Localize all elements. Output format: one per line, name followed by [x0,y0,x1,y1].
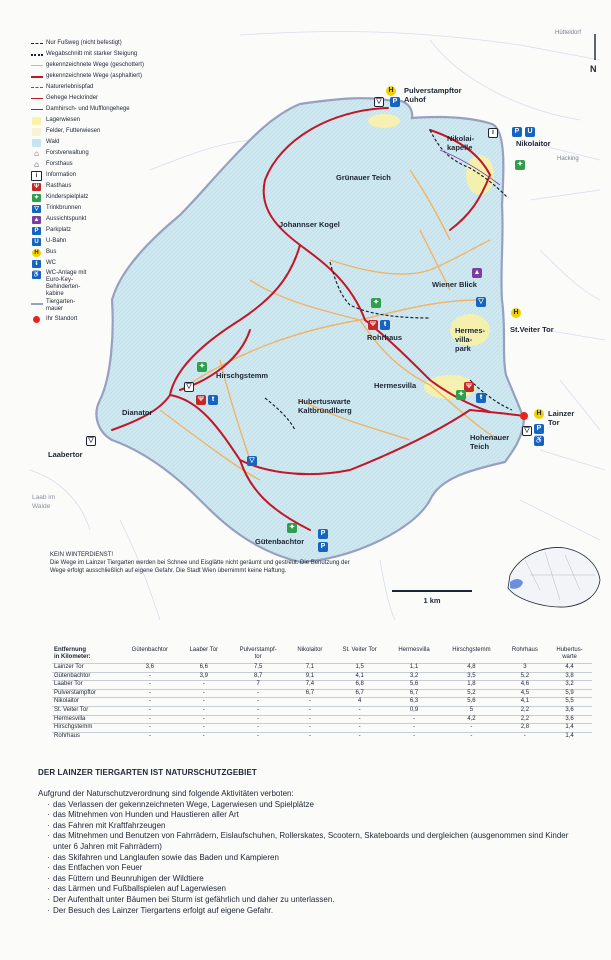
distance-cell: - [440,724,503,733]
viewpoint-icon: ▲ [33,216,40,223]
distance-cell: 4,4 [547,664,592,673]
legend-item-label: Naturerlebnispfad [46,84,94,90]
wall-icon [30,299,43,308]
distance-cell: 3,2 [547,681,592,690]
distance-cell: 5,9 [547,689,592,698]
place-label-dianator: Dianator [122,408,153,417]
legend-item-label: Aussichtspunkt [46,216,87,222]
legend-item [30,270,150,298]
rules-intro: Aufgrund der Naturschutzverordnung sind folgende Aktivitäten verboten: [38,789,294,798]
table-row [52,689,592,698]
distance-cell: - [120,672,180,681]
legend-item-label: U-Bahn [46,238,67,244]
table-row [52,724,592,733]
rule-item: · das Lärmen und Fußballspielen auf Lagerwiesen [47,884,578,895]
legend-item [30,299,150,313]
place-label-wiener-blick: Wiener Blick [432,280,477,289]
winter-notice-title: KEIN WINTERDIENST! [50,552,114,558]
distance-cell: - [180,698,228,707]
distance-cell: - [288,724,331,733]
place-label-hohenauer-teich: Hohenauer Teich [470,433,510,451]
drinking-fountain-icon: ▽ [374,97,384,107]
legend-item [30,214,150,225]
distance-cell: - [120,698,180,707]
legend-item-label: Felder, Futterwiesen [46,128,101,134]
legend-item-label: Kinderspielplatz [46,194,89,200]
place-label-laabertor: Laabertor [48,450,83,459]
distance-cell: 5,6 [388,681,440,690]
distance-column-header: Nikolaitor [297,647,323,653]
forest-icon [30,138,43,147]
bus-icon: H [511,308,521,318]
distance-cell: - [228,706,289,715]
legend-item [30,115,150,126]
you-are-here-marker [520,412,528,420]
wc-icon: ŧ [208,395,218,405]
restaurant-icon: Ψ [196,395,206,405]
distance-row-label: Hermesvilla [52,715,120,724]
distance-cell: - [120,689,180,698]
rules-section [38,768,578,916]
distance-cell: - [331,732,388,740]
distance-column-header: St. Veiter Tor [342,647,377,653]
table-row [52,732,592,740]
distance-cell: 4,8 [440,664,503,673]
distance-cell: 6,6 [180,664,228,673]
distance-cell: 7,1 [288,664,331,673]
distance-row-label: Lainzer Tor [52,664,120,673]
distance-cell: 6,7 [388,689,440,698]
playground-icon: ✦ [287,523,297,533]
place-label-laab-im-walde: Laab im Walde [32,494,56,510]
bus-icon: H [534,409,544,419]
place-label-hermesvilla: Hermesvilla [374,381,417,390]
distance-cell: - [331,715,388,724]
distance-column-header: Hermesvilla [398,647,430,653]
table-row [52,664,592,673]
footpath-line-icon [30,39,43,48]
subway-icon: U [525,127,535,137]
distance-cell: 4 [331,698,388,707]
drinking-fountain-icon: ▽ [476,297,486,307]
distance-column-header: Laaber Tor [189,647,219,653]
legend-item-label: Gehege Heckrinder [46,95,99,101]
distance-cell: 4,2 [440,715,503,724]
distance-cell: - [228,698,289,707]
distance-cell: - [120,681,180,690]
nature-trail-icon [30,83,43,92]
place-label-nikolaikapelle: Nikolai- kapelle [447,134,475,152]
meadow-icon [30,116,43,125]
distance-cell: - [180,715,228,724]
distance-cell: - [503,732,547,740]
legend-item [30,236,150,247]
legend-item [30,137,150,148]
distance-row-label: Rohrhaus [52,732,120,740]
restaurant-icon: Ψ [30,182,43,191]
place-label-huetteldorf: Hütteldorf [555,30,582,36]
vienna-locator-map [508,547,600,607]
distance-cell: - [288,706,331,715]
legend-item-label: Bus [46,249,57,255]
parking-icon: P [318,542,328,552]
legend-item-label: Information [46,172,77,178]
distance-column-header: Gütenbachtor [131,647,169,653]
playground-icon: ✦ [371,298,381,308]
distance-cell: - [228,715,289,724]
distance-cell: - [331,724,388,733]
distance-row-label: Laaber Tor [52,681,120,690]
drinking-fountain-icon: ▽ [86,436,96,446]
rule-item: · das Füttern und Beunruhigen der Wildtiere [47,874,578,885]
north-label: N [590,64,597,74]
legend-item-label: WC-Anlage mit Euro-Key- Behinderten- kabine [46,270,87,297]
distance-cell: - [288,715,331,724]
distance-cell: - [228,724,289,733]
parking-icon: P [534,424,544,434]
distance-cell: - [120,706,180,715]
place-label-hubertuswarte: Hubertuswarte Kaltbründlberg [298,397,352,415]
restaurant-icon: Ψ [368,320,378,330]
legend-item [30,126,150,137]
distance-cell: - [120,732,180,740]
rule-item: · Der Aufenthalt unter Bäumen bei Sturm ist gefährlich und daher zu unterlassen. [47,895,578,906]
legend-item-label: Forsthaus [46,161,73,167]
place-label-gruenauer-teich: Grünauer Teich [336,173,391,182]
winter-notice [50,551,350,575]
distance-cell: 7,5 [228,664,289,673]
distance-cell: - [120,715,180,724]
legend-item [30,71,150,82]
scale-bar-label: 1 km [423,596,441,605]
legend-item-label: Forstverwaltung [46,150,89,156]
legend-item [30,104,150,115]
rule-item: · das Fahren mit Kraftfahrzeugen [47,821,578,832]
rule-item: · Der Besuch des Lainzer Tiergartens erfolgt auf eigene Gefahr. [47,906,578,917]
distance-cell: - [120,724,180,733]
legend-item [30,203,150,214]
distance-cell: 5,2 [440,689,503,698]
wc-icon: ŧ [476,393,486,403]
distance-cell: 3,9 [180,672,228,681]
distance-cell: 9,1 [288,672,331,681]
legend-item-label: Trinkbrunnen [46,205,82,211]
forest-admin-icon: ⌂ [34,149,39,158]
you-are-here-icon [30,315,43,324]
restaurant-icon: Ψ [464,382,474,392]
distance-cell: 2,8 [503,724,547,733]
distance-table-body [52,664,592,741]
place-label-hermesvillapark: Hermes- villa- park [455,326,486,353]
distance-cell: 7 [228,681,289,690]
distance-cell: 1,4 [547,732,592,740]
legend-item [30,225,150,236]
legend-item [30,192,150,203]
legend-item-label: Nur Fußweg (nicht befestigt) [46,40,122,46]
forest-house-icon: ⌂ [34,160,39,169]
info-icon: i [488,128,498,138]
distance-cell: 6,3 [388,698,440,707]
distance-table-corner: Entfernung in Kilometer: [54,647,91,660]
legend-item [30,170,150,181]
boar-enclosure-icon [30,94,43,103]
distance-cell: 1,4 [547,724,592,733]
distance-cell: 6,8 [331,681,388,690]
rule-item: · das Mitnehmen und Benutzen von Fahrrädern, Eislaufschuhen, Rollerskates, Scootern, Skateboards und dergleichen (ausgenommen sind Kinder unter 6 Jahren mit Fahrrädern) [47,831,578,852]
legend-item [30,148,150,159]
playground-icon: ✦ [456,390,466,400]
rules-list [38,800,578,917]
place-label-rohrhaus: Rohrhaus [367,333,403,342]
parking-icon: P [318,529,328,539]
drinking-fountain-icon: ▽ [184,382,194,392]
distance-cell: - [180,706,228,715]
distance-cell: 2,2 [503,706,547,715]
distance-table [52,647,592,740]
playground-icon: ✦ [197,362,207,372]
wc-icon: ŧ [380,320,390,330]
distance-cell: 5,2 [503,672,547,681]
distance-cell: 2,2 [503,715,547,724]
distance-cell: - [180,681,228,690]
distance-cell: - [288,698,331,707]
distance-row-label: Nikolaitor [52,698,120,707]
drinking-fountain-icon: ▽ [30,204,43,213]
wc-icon: ŧ [30,259,43,268]
parking-icon: P [512,127,522,137]
distance-cell: 5,6 [440,698,503,707]
map-legend [30,38,150,325]
table-row [52,672,592,681]
distance-cell: 4,1 [331,672,388,681]
distance-cell: - [288,732,331,740]
distance-column-header: Hirschgstemm [452,647,491,653]
distance-cell: 3,6 [120,664,180,673]
gravel-path-icon [30,61,43,70]
distance-cell: 3,8 [547,672,592,681]
distance-column-header: Pulverstampf- tor [239,647,277,660]
bus-icon: H [30,248,43,257]
legend-item-label: Ihr Standort [46,316,78,322]
scale-bar-line [392,590,472,592]
distance-table-header [52,647,592,664]
distance-cell: - [388,715,440,724]
distance-cell: 5,5 [547,698,592,707]
steep-section-icon [30,50,43,59]
place-label-johannser-kogel: Johannser Kogel [279,220,340,229]
rule-item: · das Verlassen der gekennzeichneten Wege, Lagerwiesen und Spielplätze [47,800,578,811]
legend-item [30,247,150,258]
distance-cell: - [440,732,503,740]
distance-cell: 0,9 [388,706,440,715]
parking-icon: P [390,97,400,107]
distance-column-header: Rohrhaus [511,647,538,653]
rule-item: · das Entfachen von Feuer [47,863,578,874]
place-label-st-veiter-tor: St.Veiter Tor [510,325,554,334]
distance-cell: 7,4 [288,681,331,690]
drinking-fountain-icon: ▽ [247,456,257,466]
legend-item [30,38,150,49]
legend-item-label: Lagerwiesen [46,117,81,123]
place-label-hacking: Hacking [557,156,579,162]
place-label-pulverstampftor: Pulverstampftor Auhof [404,86,462,104]
legend-item [30,181,150,192]
place-label-guetenbachtor: Gütenbachtor [255,537,305,546]
field-icon [30,127,43,136]
rules-heading: DER LAINZER TIERGARTEN IST NATURSCHUTZGEBIET [38,768,257,777]
legend-item-label: Damhirsch- und Mufflongehege [46,106,130,112]
subway-icon: U [30,237,43,246]
distance-cell: - [388,732,440,740]
distance-row-label: Hirschgstemm [52,724,120,733]
playground-icon: ✦ [33,194,40,201]
distance-row-label: Pulverstampftor [52,689,120,698]
distance-cell: 4,5 [503,689,547,698]
place-label-hirschgstemm: Hirschgstemm [216,371,269,380]
distance-cell: 6,7 [331,689,388,698]
drinking-fountain-icon: ▽ [522,426,532,436]
legend-item-label: Wegabschnitt mit starker Steigung [46,51,138,57]
legend-item-label: gekennzeichnete Wege (geschottert) [46,62,144,68]
distance-cell: - [180,724,228,733]
parking-icon: P [30,226,43,235]
place-label-lainzer-tor: Lainzer Tor [548,409,575,427]
distance-cell: 5 [440,706,503,715]
paved-path-icon [30,72,43,81]
distance-cell: 3 [503,664,547,673]
distance-cell: 1,5 [331,664,388,673]
legend-item-label: WC [46,260,56,266]
distance-cell: - [331,706,388,715]
viewpoint-icon: ▲ [473,269,481,276]
table-row [52,715,592,724]
accessible-wc-icon: ♿ [32,271,41,278]
distance-cell: 1,8 [440,681,503,690]
distance-cell: - [228,689,289,698]
distance-cell: - [180,689,228,698]
distance-cell: 1,1 [388,664,440,673]
legend-item [30,258,150,269]
playground-icon: ✦ [515,160,525,170]
distance-column-header: Hubertus- warte [556,647,583,660]
distance-cell: 3,6 [547,715,592,724]
distance-cell: 3,6 [547,706,592,715]
legend-item [30,82,150,93]
place-label-nikolaitor: Nikolaitor [516,139,551,148]
info-icon: i [30,171,43,180]
rule-item: · das Skifahren und Langlaufen sowie das Baden und Kampieren [47,853,578,864]
distance-cell: 3,5 [440,672,503,681]
legend-item-label: Tiergarten- mauer [46,299,76,312]
accessible-wc-icon: ♿ [534,437,544,444]
scale-bar [392,590,472,605]
distance-row-label: Gütenbachtor [52,672,120,681]
distance-cell: 8,7 [228,672,289,681]
winter-notice-text: Die Wege im Lainzer Tiergarten werden bei Schnee und Eisglätte nicht geräumt und gestreut. Die Benutzung der Wege erfolgt ausschließlich auf eigene Gefahr. Die Stadt Wien übernimmt keine Haftung. [50,560,350,574]
legend-item-label: gekennzeichnete Wege (asphaltiert) [46,73,142,79]
deer-enclosure-icon [30,105,43,114]
bus-icon: H [386,86,396,96]
distance-cell: 4,6 [503,681,547,690]
distance-cell: 6,7 [288,689,331,698]
legend-item [30,60,150,71]
distance-cell: 3,2 [388,672,440,681]
legend-item [30,49,150,60]
distance-cell: 4,1 [503,698,547,707]
legend-item [30,93,150,104]
rule-item: · das Mitnehmen von Hunden und Haustieren aller Art [47,810,578,821]
table-row [52,698,592,707]
legend-item-label: Rasthaus [46,183,72,189]
legend-item-label: Wald [46,139,60,145]
table-row [52,681,592,690]
legend-item [30,159,150,170]
distance-cell: - [180,732,228,740]
table-row [52,706,592,715]
legend-item-label: Parkplatz [46,227,72,233]
legend-item [30,314,150,325]
distance-cell: - [388,724,440,733]
distance-cell: - [228,732,289,740]
distance-row-label: St. Veiter Tor [52,706,120,715]
